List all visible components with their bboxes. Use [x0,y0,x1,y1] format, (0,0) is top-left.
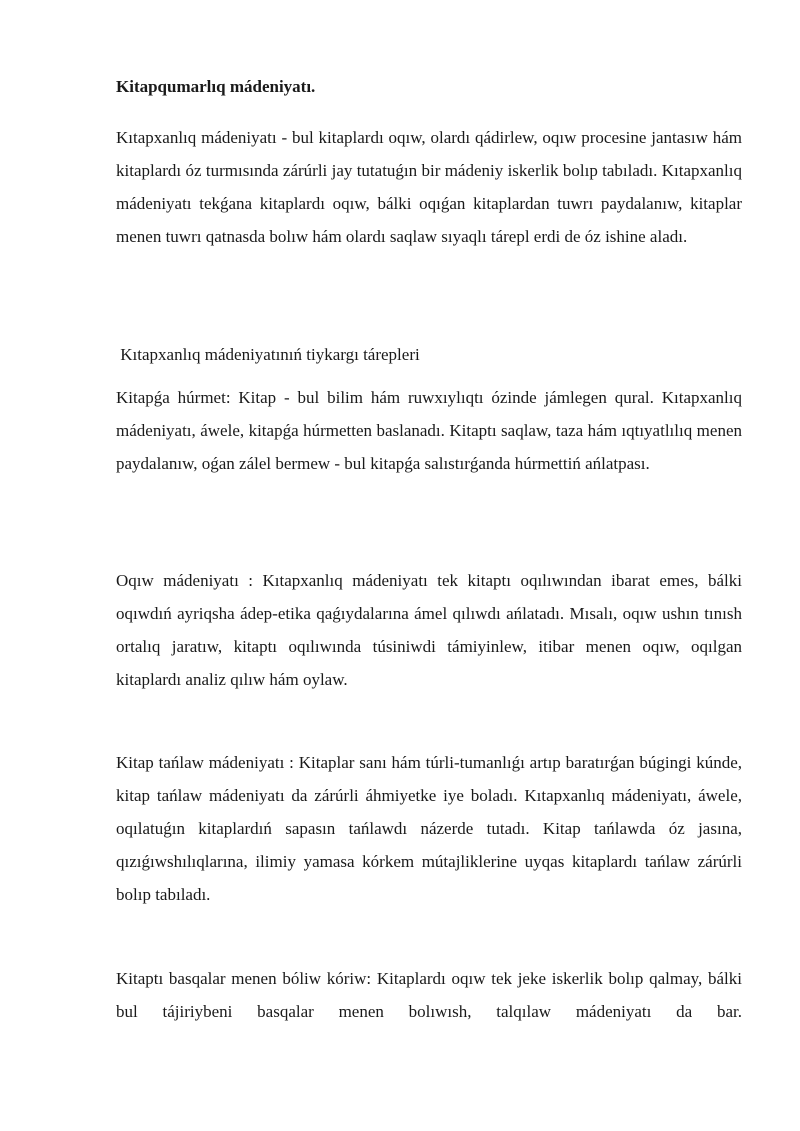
intro-paragraph: Kıtapxanlıq mádeniyatı - bul kitaplardı oqıw, olardı qádirlew, oqıw procesine jantasıw hám kitaplardı óz turmısında zárúrli jay tutatuǵın bir mádeniy iskerlik bolıp tabıladı. Kıtapxanlıq mádeniyatı tekǵana kitaplardı oqıw, bálki oqıǵan kitaplardan tuwrı paydalanıw, kitaplar menen tuwrı qatnasda bolıw hám olardı saqlaw sıyaqlı tárepl erdi de óz ishine aladı. [116,128,742,246]
document-title: Kitapqumarlıq mádeniyatı. [116,77,316,96]
sharing-paragraph: Kitaptı basqalar menen bóliw kóriw: Kitaplardı oqıw tek jeke iskerlik bolıp qalmay, bálki bul tájiriybeni basqalar menen bolıwısh, talqılaw mádeniyatı da bar. [116,969,742,1021]
section-heading: Kıtapxanlıq mádeniyatınıń tiykargı tárepleri [116,345,420,364]
book-choice-paragraph: Kitap tańlaw mádeniyatı : Kitaplar sanı hám túrli-tumanlıǵı artıp baratırǵan búgingi kúnde, kitap tańlaw mádeniyatı da zárúrli áhmiyetke iye boladı. Kıtapxanlıq mádeniyatı, áwele, oqılatuǵın kitaplardıń sapasın tańlawdı názerde tutadı. Kitap tańlawda óz jasına, qızıǵıwshılıqlarına, ilimiy yamasa kórkem mútajliklerine uyqas kitaplardı tańlaw zárúrli bolıp tabıladı. [116,753,742,904]
respect-paragraph: Kitapǵa húrmet: Kitap - bul bilim hám ruwxıylıqtı ózinde jámlegen qural. Kıtapxanlıq mádeniyatı, áwele, kitapǵa húrmetten baslanadı. Kitaptı saqlaw, taza hám ıqtıyatlılıq menen paydalanıw, oǵan zálel bermew - bul kitapǵa salıstırǵanda húrmettiń ańlatpası. [116,388,742,473]
reading-paragraph: Oqıw mádeniyatı : Kıtapxanlıq mádeniyatı tek kitaptı oqılıwından ibarat emes, bálki oqıwdıń ayriqsha ádep-etika qaǵıydalarına ámel qılıwdı ańlatadı. Mısalı, oqıw ushın tınısh ortalıq jaratıw, kitaptı oqılıwında túsiniwdi támiyinlew, itibar menen oqıw, oqılgan kitaplardı analiz qılıw hám oylaw. [116,571,742,689]
